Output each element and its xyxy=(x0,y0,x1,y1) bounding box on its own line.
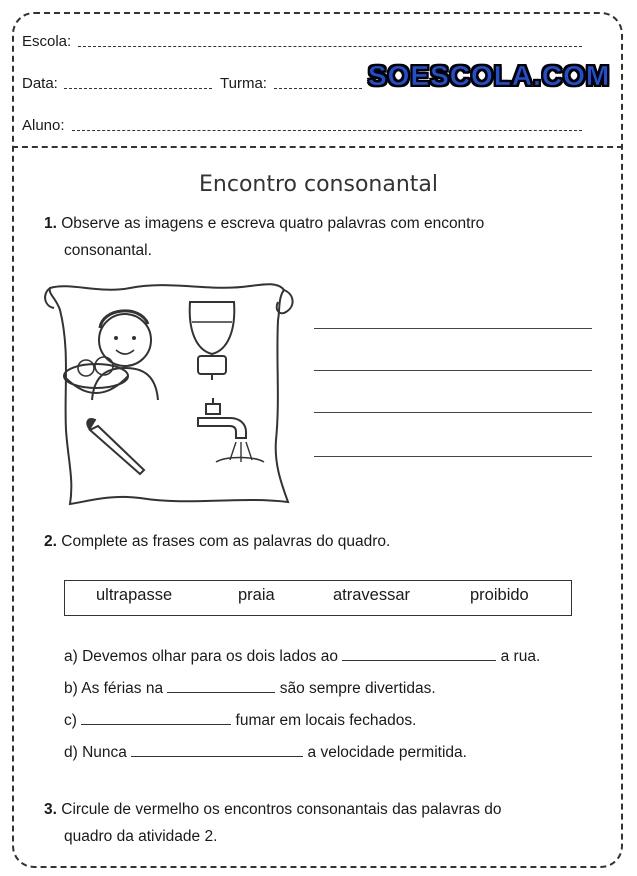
question-3-text-cont: quadro da atividade 2. xyxy=(64,828,218,845)
word-item: proibido xyxy=(470,586,529,604)
water-faucet-icon xyxy=(198,398,264,462)
class-label: Turma: xyxy=(220,75,267,92)
question-1-number: 1. xyxy=(44,215,57,232)
answer-line-3[interactable] xyxy=(314,412,592,413)
date-label: Data: xyxy=(22,75,58,92)
sentence-c-prefix: c) xyxy=(64,712,77,729)
sentence-a xyxy=(64,646,540,666)
question-3 xyxy=(44,796,584,823)
boy-with-fruit-basket-icon xyxy=(64,311,158,400)
word-item: atravessar xyxy=(333,586,411,604)
word-item: ultrapasse xyxy=(96,586,173,604)
student-label: Aluno: xyxy=(22,117,65,134)
sentence-d xyxy=(64,742,467,762)
sentence-b xyxy=(64,678,436,698)
question-2-text: Complete as frases com as palavras do quadro. xyxy=(61,533,391,550)
school-label: Escola: xyxy=(22,33,72,50)
sentence-b-prefix: b) As férias na xyxy=(64,680,164,697)
question-1 xyxy=(44,210,584,237)
student-field[interactable] xyxy=(72,130,582,131)
class-field[interactable] xyxy=(274,88,362,89)
sentence-a-blank[interactable] xyxy=(342,646,496,661)
header-divider xyxy=(12,146,623,148)
sentence-c xyxy=(64,710,416,730)
date-field[interactable] xyxy=(64,88,212,89)
question-2 xyxy=(44,528,584,555)
sentence-d-blank[interactable] xyxy=(131,742,303,757)
scroll-illustration xyxy=(40,280,298,510)
sentence-b-blank[interactable] xyxy=(167,678,275,693)
answer-line-1[interactable] xyxy=(314,328,592,329)
question-2-number: 2. xyxy=(44,533,57,550)
blender-cup-icon xyxy=(190,302,235,380)
sentence-c-blank[interactable] xyxy=(81,710,231,725)
question-3-text: Circule de vermelho os encontros consonantais das palavras do xyxy=(61,801,502,818)
sentence-d-prefix: d) Nunca xyxy=(64,744,127,761)
site-logo: SOESCOLA.COM xyxy=(368,60,611,91)
question-3-number: 3. xyxy=(44,801,57,818)
sentence-a-suffix: a rua. xyxy=(500,648,541,665)
answer-line-4[interactable] xyxy=(314,456,592,457)
school-field[interactable] xyxy=(78,46,582,47)
word-item: praia xyxy=(238,586,275,604)
sentence-a-prefix: a) Devemos olhar para os dois lados ao xyxy=(64,648,338,665)
page-title: Encontro consonantal xyxy=(199,172,438,197)
sentence-d-suffix: a velocidade permitida. xyxy=(307,744,467,761)
sentence-b-suffix: são sempre divertidas. xyxy=(279,680,436,697)
question-1-text: Observe as imagens e escreva quatro palavras com encontro xyxy=(61,215,485,232)
sentence-c-suffix: fumar em locais fechados. xyxy=(235,712,417,729)
answer-line-2[interactable] xyxy=(314,370,592,371)
question-1-text-cont: consonantal. xyxy=(64,242,152,259)
paintbrush-icon xyxy=(87,419,144,474)
